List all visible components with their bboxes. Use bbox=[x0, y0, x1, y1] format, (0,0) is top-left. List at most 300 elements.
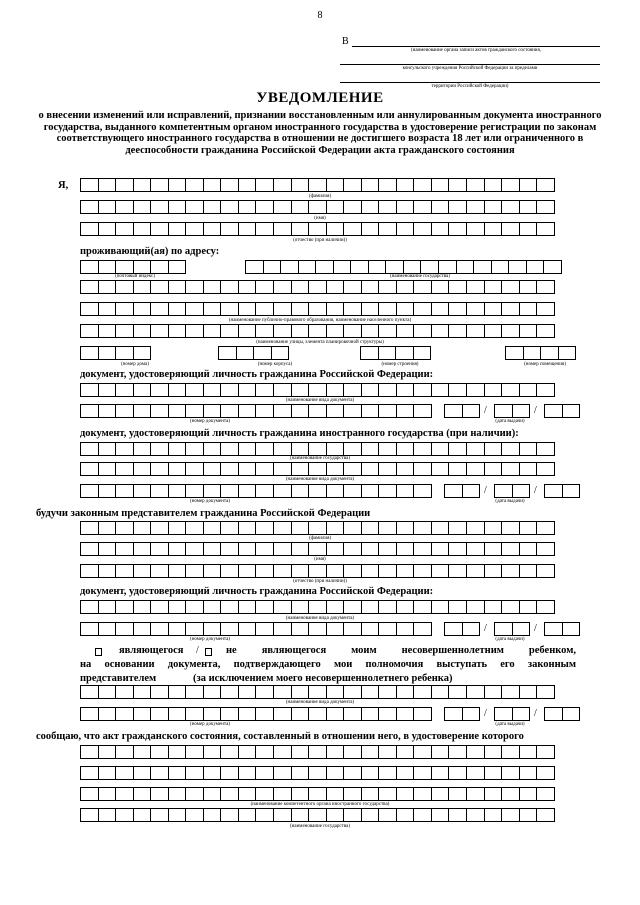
input-cell[interactable] bbox=[501, 280, 520, 294]
input-cell[interactable] bbox=[203, 521, 222, 535]
input-cell[interactable] bbox=[238, 200, 257, 214]
input-cell[interactable] bbox=[115, 787, 134, 801]
input-cell[interactable] bbox=[413, 808, 432, 822]
input-cell[interactable] bbox=[484, 442, 503, 456]
input-cell[interactable] bbox=[343, 766, 362, 780]
name-grid[interactable] bbox=[80, 200, 554, 214]
input-cell[interactable] bbox=[466, 302, 485, 316]
input-cell[interactable] bbox=[501, 745, 520, 759]
input-cell[interactable] bbox=[413, 222, 432, 236]
input-cell[interactable] bbox=[431, 685, 450, 699]
input-cell[interactable] bbox=[255, 442, 274, 456]
input-cell[interactable] bbox=[466, 280, 485, 294]
input-cell[interactable] bbox=[396, 280, 415, 294]
input-cell[interactable] bbox=[203, 766, 222, 780]
input-cell[interactable] bbox=[150, 564, 169, 578]
input-cell[interactable] bbox=[536, 564, 555, 578]
municipality-grid-1[interactable] bbox=[80, 280, 554, 294]
input-cell[interactable] bbox=[98, 200, 117, 214]
input-cell[interactable] bbox=[220, 484, 239, 498]
input-cell[interactable] bbox=[368, 260, 387, 274]
input-cell[interactable] bbox=[431, 462, 450, 476]
input-cell[interactable] bbox=[361, 685, 380, 699]
input-cell[interactable] bbox=[361, 564, 380, 578]
input-cell[interactable] bbox=[536, 745, 555, 759]
input-cell[interactable] bbox=[536, 542, 555, 556]
structure-grid[interactable] bbox=[360, 346, 430, 360]
input-cell[interactable] bbox=[185, 200, 204, 214]
input-cell[interactable] bbox=[291, 484, 310, 498]
input-cell[interactable] bbox=[133, 404, 152, 418]
input-cell[interactable] bbox=[396, 564, 415, 578]
input-cell[interactable] bbox=[519, 178, 538, 192]
input-cell[interactable] bbox=[150, 404, 169, 418]
input-cell[interactable] bbox=[168, 745, 187, 759]
input-cell[interactable] bbox=[413, 302, 432, 316]
input-cell[interactable] bbox=[361, 222, 380, 236]
input-cell[interactable] bbox=[413, 280, 432, 294]
input-cell[interactable] bbox=[185, 685, 204, 699]
input-cell[interactable] bbox=[80, 766, 99, 780]
input-cell[interactable] bbox=[326, 324, 345, 338]
input-cell[interactable] bbox=[378, 200, 397, 214]
input-cell[interactable] bbox=[512, 707, 531, 721]
input-cell[interactable] bbox=[519, 302, 538, 316]
input-cell[interactable] bbox=[238, 745, 257, 759]
input-cell[interactable] bbox=[115, 346, 134, 360]
input-cell[interactable] bbox=[343, 685, 362, 699]
input-cell[interactable] bbox=[80, 787, 99, 801]
input-cell[interactable] bbox=[361, 766, 380, 780]
input-cell[interactable] bbox=[115, 622, 134, 636]
building-grid[interactable] bbox=[218, 346, 288, 360]
input-cell[interactable] bbox=[273, 787, 292, 801]
input-cell[interactable] bbox=[150, 462, 169, 476]
input-cell[interactable] bbox=[133, 622, 152, 636]
input-cell[interactable] bbox=[80, 200, 99, 214]
input-cell[interactable] bbox=[185, 521, 204, 535]
input-cell[interactable] bbox=[308, 442, 327, 456]
input-cell[interactable] bbox=[343, 383, 362, 397]
input-cell[interactable] bbox=[491, 260, 510, 274]
doc-rf-month-grid[interactable] bbox=[494, 404, 529, 418]
input-cell[interactable] bbox=[80, 462, 99, 476]
addressee-line-3[interactable] bbox=[340, 82, 600, 83]
input-cell[interactable] bbox=[343, 521, 362, 535]
input-cell[interactable] bbox=[361, 442, 380, 456]
input-cell[interactable] bbox=[115, 808, 134, 822]
input-cell[interactable] bbox=[220, 280, 239, 294]
input-cell[interactable] bbox=[115, 685, 134, 699]
input-cell[interactable] bbox=[308, 324, 327, 338]
input-cell[interactable] bbox=[133, 280, 152, 294]
input-cell[interactable] bbox=[484, 787, 503, 801]
input-cell[interactable] bbox=[273, 302, 292, 316]
input-cell[interactable] bbox=[115, 766, 134, 780]
input-cell[interactable] bbox=[80, 383, 99, 397]
input-cell[interactable] bbox=[185, 542, 204, 556]
input-cell[interactable] bbox=[343, 622, 362, 636]
input-cell[interactable] bbox=[115, 484, 134, 498]
input-cell[interactable] bbox=[361, 622, 380, 636]
input-cell[interactable] bbox=[396, 600, 415, 614]
input-cell[interactable] bbox=[291, 178, 310, 192]
input-cell[interactable] bbox=[238, 707, 257, 721]
street-grid[interactable] bbox=[80, 324, 554, 338]
input-cell[interactable] bbox=[218, 346, 237, 360]
input-cell[interactable] bbox=[536, 766, 555, 780]
doc-foreign-year-grid[interactable] bbox=[544, 484, 579, 498]
input-cell[interactable] bbox=[466, 685, 485, 699]
input-cell[interactable] bbox=[326, 200, 345, 214]
input-cell[interactable] bbox=[203, 685, 222, 699]
input-cell[interactable] bbox=[361, 787, 380, 801]
input-cell[interactable] bbox=[168, 787, 187, 801]
input-cell[interactable] bbox=[308, 787, 327, 801]
input-cell[interactable] bbox=[255, 787, 274, 801]
input-cell[interactable] bbox=[80, 346, 99, 360]
input-cell[interactable] bbox=[413, 178, 432, 192]
input-cell[interactable] bbox=[133, 685, 152, 699]
input-cell[interactable] bbox=[501, 542, 520, 556]
input-cell[interactable] bbox=[98, 808, 117, 822]
input-cell[interactable] bbox=[378, 521, 397, 535]
state-grid[interactable] bbox=[245, 260, 561, 274]
child-surname-grid[interactable] bbox=[80, 521, 554, 535]
input-cell[interactable] bbox=[291, 685, 310, 699]
input-cell[interactable] bbox=[326, 442, 345, 456]
child-doc-year-grid[interactable] bbox=[544, 622, 579, 636]
input-cell[interactable] bbox=[168, 766, 187, 780]
input-cell[interactable] bbox=[519, 200, 538, 214]
input-cell[interactable] bbox=[98, 442, 117, 456]
input-cell[interactable] bbox=[115, 442, 134, 456]
input-cell[interactable] bbox=[203, 600, 222, 614]
input-cell[interactable] bbox=[456, 260, 475, 274]
input-cell[interactable] bbox=[343, 324, 362, 338]
input-cell[interactable] bbox=[462, 707, 481, 721]
input-cell[interactable] bbox=[273, 383, 292, 397]
input-cell[interactable] bbox=[396, 787, 415, 801]
input-cell[interactable] bbox=[115, 260, 134, 274]
input-cell[interactable] bbox=[185, 484, 204, 498]
input-cell[interactable] bbox=[291, 622, 310, 636]
input-cell[interactable] bbox=[115, 521, 134, 535]
input-cell[interactable] bbox=[238, 324, 257, 338]
input-cell[interactable] bbox=[203, 707, 222, 721]
input-cell[interactable] bbox=[80, 260, 99, 274]
input-cell[interactable] bbox=[220, 685, 239, 699]
input-cell[interactable] bbox=[501, 600, 520, 614]
input-cell[interactable] bbox=[448, 302, 467, 316]
input-cell[interactable] bbox=[291, 600, 310, 614]
input-cell[interactable] bbox=[413, 600, 432, 614]
input-cell[interactable] bbox=[291, 787, 310, 801]
municipality-grid-2[interactable] bbox=[80, 302, 554, 316]
input-cell[interactable] bbox=[98, 542, 117, 556]
input-cell[interactable] bbox=[466, 766, 485, 780]
input-cell[interactable] bbox=[133, 707, 152, 721]
input-cell[interactable] bbox=[238, 622, 257, 636]
input-cell[interactable] bbox=[115, 564, 134, 578]
input-cell[interactable] bbox=[494, 484, 513, 498]
input-cell[interactable] bbox=[540, 346, 559, 360]
input-cell[interactable] bbox=[396, 685, 415, 699]
input-cell[interactable] bbox=[431, 745, 450, 759]
input-cell[interactable] bbox=[562, 707, 581, 721]
input-cell[interactable] bbox=[150, 542, 169, 556]
input-cell[interactable] bbox=[431, 280, 450, 294]
input-cell[interactable] bbox=[80, 404, 99, 418]
input-cell[interactable] bbox=[80, 521, 99, 535]
input-cell[interactable] bbox=[396, 222, 415, 236]
input-cell[interactable] bbox=[273, 745, 292, 759]
input-cell[interactable] bbox=[185, 707, 204, 721]
input-cell[interactable] bbox=[484, 302, 503, 316]
input-cell[interactable] bbox=[413, 766, 432, 780]
input-cell[interactable] bbox=[431, 787, 450, 801]
input-cell[interactable] bbox=[378, 707, 397, 721]
input-cell[interactable] bbox=[413, 484, 432, 498]
input-cell[interactable] bbox=[361, 521, 380, 535]
input-cell[interactable] bbox=[203, 324, 222, 338]
input-cell[interactable] bbox=[444, 484, 463, 498]
input-cell[interactable] bbox=[519, 280, 538, 294]
input-cell[interactable] bbox=[255, 622, 274, 636]
input-cell[interactable] bbox=[308, 745, 327, 759]
input-cell[interactable] bbox=[396, 462, 415, 476]
input-cell[interactable] bbox=[220, 462, 239, 476]
input-cell[interactable] bbox=[396, 178, 415, 192]
input-cell[interactable] bbox=[343, 564, 362, 578]
input-cell[interactable] bbox=[396, 484, 415, 498]
input-cell[interactable] bbox=[448, 542, 467, 556]
input-cell[interactable] bbox=[133, 442, 152, 456]
input-cell[interactable] bbox=[361, 542, 380, 556]
child-doc-month-grid[interactable] bbox=[494, 622, 529, 636]
doc-rf-year-grid[interactable] bbox=[544, 404, 579, 418]
input-cell[interactable] bbox=[544, 484, 563, 498]
authority-state-grid[interactable] bbox=[80, 808, 554, 822]
input-cell[interactable] bbox=[80, 622, 99, 636]
input-cell[interactable] bbox=[413, 346, 432, 360]
input-cell[interactable] bbox=[115, 745, 134, 759]
input-cell[interactable] bbox=[484, 280, 503, 294]
room-grid[interactable] bbox=[505, 346, 575, 360]
input-cell[interactable] bbox=[378, 766, 397, 780]
input-cell[interactable] bbox=[220, 542, 239, 556]
input-cell[interactable] bbox=[133, 484, 152, 498]
input-cell[interactable] bbox=[168, 564, 187, 578]
input-cell[interactable] bbox=[98, 564, 117, 578]
input-cell[interactable] bbox=[308, 808, 327, 822]
input-cell[interactable] bbox=[168, 707, 187, 721]
input-cell[interactable] bbox=[133, 324, 152, 338]
input-cell[interactable] bbox=[133, 260, 152, 274]
input-cell[interactable] bbox=[512, 404, 531, 418]
input-cell[interactable] bbox=[484, 808, 503, 822]
input-cell[interactable] bbox=[494, 622, 513, 636]
input-cell[interactable] bbox=[168, 685, 187, 699]
input-cell[interactable] bbox=[150, 200, 169, 214]
input-cell[interactable] bbox=[501, 521, 520, 535]
input-cell[interactable] bbox=[326, 707, 345, 721]
input-cell[interactable] bbox=[361, 178, 380, 192]
foreign-state-grid[interactable] bbox=[80, 442, 554, 456]
input-cell[interactable] bbox=[150, 280, 169, 294]
being-checkbox[interactable] bbox=[95, 648, 102, 656]
input-cell[interactable] bbox=[98, 222, 117, 236]
input-cell[interactable] bbox=[150, 600, 169, 614]
input-cell[interactable] bbox=[185, 808, 204, 822]
input-cell[interactable] bbox=[413, 521, 432, 535]
input-cell[interactable] bbox=[220, 808, 239, 822]
input-cell[interactable] bbox=[168, 280, 187, 294]
input-cell[interactable] bbox=[133, 462, 152, 476]
input-cell[interactable] bbox=[466, 442, 485, 456]
input-cell[interactable] bbox=[98, 622, 117, 636]
input-cell[interactable] bbox=[255, 324, 274, 338]
input-cell[interactable] bbox=[255, 404, 274, 418]
authority-grid-2[interactable] bbox=[80, 766, 554, 780]
input-cell[interactable] bbox=[385, 260, 404, 274]
input-cell[interactable] bbox=[185, 178, 204, 192]
input-cell[interactable] bbox=[133, 200, 152, 214]
input-cell[interactable] bbox=[519, 745, 538, 759]
input-cell[interactable] bbox=[431, 766, 450, 780]
input-cell[interactable] bbox=[98, 787, 117, 801]
input-cell[interactable] bbox=[220, 766, 239, 780]
input-cell[interactable] bbox=[150, 707, 169, 721]
input-cell[interactable] bbox=[255, 280, 274, 294]
input-cell[interactable] bbox=[326, 178, 345, 192]
input-cell[interactable] bbox=[326, 484, 345, 498]
input-cell[interactable] bbox=[133, 222, 152, 236]
input-cell[interactable] bbox=[203, 622, 222, 636]
input-cell[interactable] bbox=[501, 324, 520, 338]
input-cell[interactable] bbox=[536, 324, 555, 338]
input-cell[interactable] bbox=[512, 484, 531, 498]
input-cell[interactable] bbox=[413, 564, 432, 578]
input-cell[interactable] bbox=[378, 442, 397, 456]
input-cell[interactable] bbox=[133, 745, 152, 759]
input-cell[interactable] bbox=[438, 260, 457, 274]
input-cell[interactable] bbox=[462, 484, 481, 498]
input-cell[interactable] bbox=[308, 404, 327, 418]
input-cell[interactable] bbox=[291, 200, 310, 214]
input-cell[interactable] bbox=[484, 564, 503, 578]
input-cell[interactable] bbox=[115, 404, 134, 418]
input-cell[interactable] bbox=[448, 280, 467, 294]
input-cell[interactable] bbox=[326, 766, 345, 780]
input-cell[interactable] bbox=[378, 178, 397, 192]
input-cell[interactable] bbox=[361, 484, 380, 498]
input-cell[interactable] bbox=[220, 442, 239, 456]
input-cell[interactable] bbox=[185, 564, 204, 578]
input-cell[interactable] bbox=[466, 383, 485, 397]
input-cell[interactable] bbox=[378, 542, 397, 556]
patronymic-grid[interactable] bbox=[80, 222, 554, 236]
input-cell[interactable] bbox=[185, 442, 204, 456]
input-cell[interactable] bbox=[203, 442, 222, 456]
input-cell[interactable] bbox=[98, 462, 117, 476]
input-cell[interactable] bbox=[98, 766, 117, 780]
input-cell[interactable] bbox=[562, 484, 581, 498]
input-cell[interactable] bbox=[238, 685, 257, 699]
input-cell[interactable] bbox=[150, 383, 169, 397]
input-cell[interactable] bbox=[484, 178, 503, 192]
input-cell[interactable] bbox=[185, 222, 204, 236]
input-cell[interactable] bbox=[343, 200, 362, 214]
input-cell[interactable] bbox=[185, 600, 204, 614]
input-cell[interactable] bbox=[378, 346, 397, 360]
input-cell[interactable] bbox=[168, 324, 187, 338]
house-grid[interactable] bbox=[80, 346, 150, 360]
input-cell[interactable] bbox=[291, 404, 310, 418]
input-cell[interactable] bbox=[273, 280, 292, 294]
input-cell[interactable] bbox=[444, 404, 463, 418]
input-cell[interactable] bbox=[220, 178, 239, 192]
input-cell[interactable] bbox=[203, 200, 222, 214]
input-cell[interactable] bbox=[150, 622, 169, 636]
input-cell[interactable] bbox=[150, 222, 169, 236]
input-cell[interactable] bbox=[343, 745, 362, 759]
input-cell[interactable] bbox=[80, 707, 99, 721]
input-cell[interactable] bbox=[236, 346, 255, 360]
input-cell[interactable] bbox=[361, 302, 380, 316]
input-cell[interactable] bbox=[562, 404, 581, 418]
input-cell[interactable] bbox=[444, 707, 463, 721]
input-cell[interactable] bbox=[519, 808, 538, 822]
input-cell[interactable] bbox=[115, 302, 134, 316]
input-cell[interactable] bbox=[361, 383, 380, 397]
input-cell[interactable] bbox=[255, 484, 274, 498]
input-cell[interactable] bbox=[378, 808, 397, 822]
input-cell[interactable] bbox=[558, 346, 577, 360]
input-cell[interactable] bbox=[238, 484, 257, 498]
input-cell[interactable] bbox=[220, 404, 239, 418]
input-cell[interactable] bbox=[291, 222, 310, 236]
input-cell[interactable] bbox=[115, 178, 134, 192]
input-cell[interactable] bbox=[220, 222, 239, 236]
input-cell[interactable] bbox=[466, 178, 485, 192]
not-being-checkbox[interactable] bbox=[205, 648, 212, 656]
input-cell[interactable] bbox=[168, 302, 187, 316]
input-cell[interactable] bbox=[343, 787, 362, 801]
input-cell[interactable] bbox=[168, 178, 187, 192]
input-cell[interactable] bbox=[115, 280, 134, 294]
input-cell[interactable] bbox=[185, 324, 204, 338]
input-cell[interactable] bbox=[501, 442, 520, 456]
input-cell[interactable] bbox=[413, 200, 432, 214]
input-cell[interactable] bbox=[273, 707, 292, 721]
input-cell[interactable] bbox=[255, 521, 274, 535]
input-cell[interactable] bbox=[80, 564, 99, 578]
input-cell[interactable] bbox=[238, 521, 257, 535]
input-cell[interactable] bbox=[536, 808, 555, 822]
input-cell[interactable] bbox=[378, 280, 397, 294]
input-cell[interactable] bbox=[185, 745, 204, 759]
input-cell[interactable] bbox=[508, 260, 527, 274]
input-cell[interactable] bbox=[271, 346, 290, 360]
input-cell[interactable] bbox=[291, 745, 310, 759]
input-cell[interactable] bbox=[150, 260, 169, 274]
input-cell[interactable] bbox=[220, 787, 239, 801]
input-cell[interactable] bbox=[115, 707, 134, 721]
input-cell[interactable] bbox=[150, 302, 169, 316]
input-cell[interactable] bbox=[255, 707, 274, 721]
input-cell[interactable] bbox=[448, 222, 467, 236]
